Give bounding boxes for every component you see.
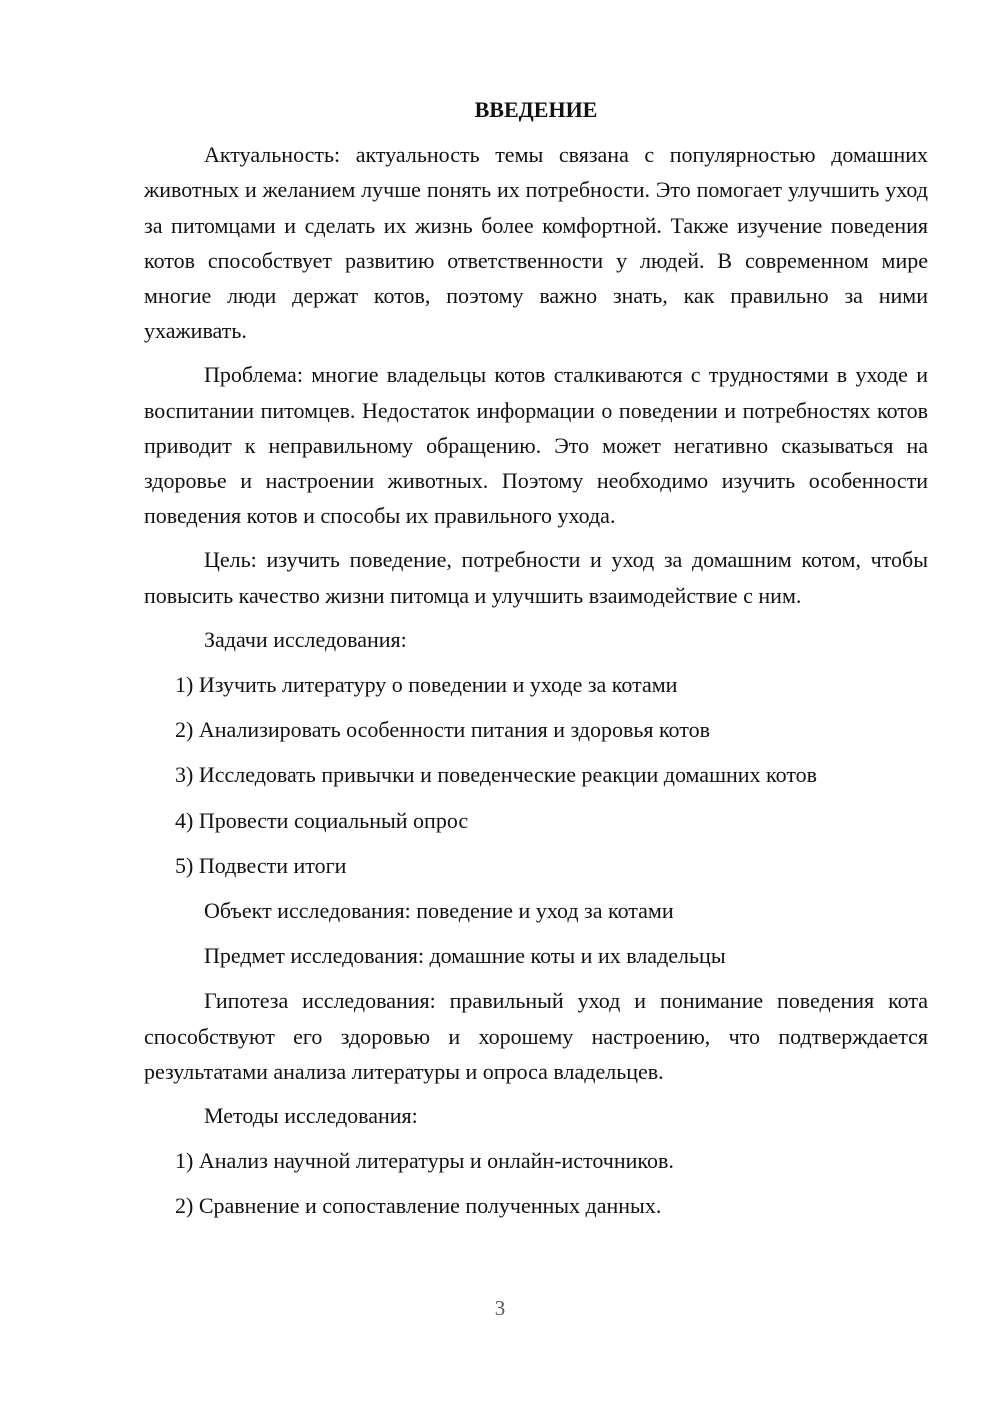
page-number: 3 — [494, 1296, 506, 1320]
tasks-heading: Задачи исследования: — [204, 626, 407, 652]
research-object: Объект исследования: поведение и уход за котами — [204, 898, 674, 924]
method-item-2: 2) Сравнение и сопоставление полученных данных. — [175, 1193, 662, 1219]
task-item-4: 4) Провести социальный опрос — [175, 807, 469, 833]
relevance-paragraph: Актуальность: актуальность темы связана с популярностью домашних животных и желанием лучше понять их потребности. Это помогает улучшить уход за питомцами и сделать их жизнь более комфортной. Также изучение поведения котов способствует развитию ответственности у людей. В современном мире многие люди держат котов, поэтому важно знать, как правильно за ними ухаживать. — [144, 142, 928, 344]
methods-list — [144, 1143, 928, 1223]
goal-paragraph: Цель: изучить поведение, потребности и уход за домашним котом, чтобы повысить качество жизни питомца и улучшить взаимодействие с ним. — [144, 547, 928, 608]
task-item-3: 3) Исследовать привычки и поведенческие реакции домашних котов — [175, 762, 818, 788]
research-subject: Предмет исследования: домашние коты и их владельцы — [204, 943, 726, 969]
methods-heading: Методы исследования: — [204, 1103, 418, 1129]
task-item-2: 2) Анализировать особенности питания и здоровья котов — [175, 717, 710, 743]
task-item-5: 5) Подвести итоги — [175, 852, 347, 878]
section-title: ВВЕДЕНИЕ — [474, 97, 598, 122]
problem-paragraph: Проблема: многие владельцы котов сталкиваются с трудностями в уходе и воспитании питомцев. Недостаток информации о поведении и потребностях котов приводит к неправильному обращению. Это может негативно сказываться на здоровье и настроении животных. Поэтому необходимо изучить особенности поведения котов и способы их правильного ухода. — [144, 362, 928, 529]
method-item-1: 1) Анализ научной литературы и онлайн-источников. — [175, 1148, 674, 1174]
tasks-list — [144, 667, 928, 883]
task-item-1: 1) Изучить литературу о поведении и уходе за котами — [175, 672, 678, 698]
hypothesis-paragraph: Гипотеза исследования: правильный уход и понимание поведения кота способствуют его здоровью и хорошему настроению, что подтверждается результатами анализа литературы и опроса владельцев. — [144, 988, 928, 1084]
page-content — [144, 92, 928, 1234]
